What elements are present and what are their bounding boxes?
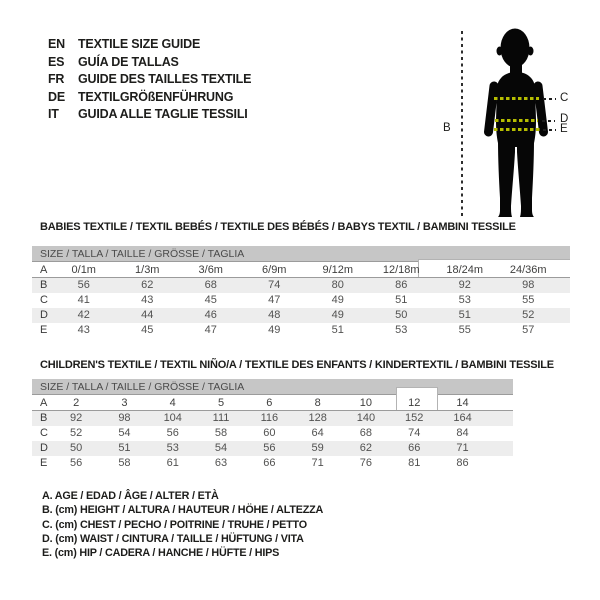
size-row-d [32,441,513,456]
size-value: 43 [141,294,154,306]
filler-cell [487,456,513,471]
row-label: B [40,279,48,291]
language-code: ES [48,54,65,69]
size-value: 24/36m [497,263,561,278]
size-value: 92 [70,412,83,424]
size-value: 56 [263,442,276,454]
size-value: 140 [356,412,376,424]
size-value: 61 [166,457,179,469]
babies-section-title: BABIES TEXTILE / TEXTIL BEBÉS / TEXTILE DES BÉBÉS / BABYS TEXTIL / BAMBINI TESSILE [40,221,516,233]
size-value: 152 [405,412,424,424]
size-value: 50 [70,442,83,454]
legend-list [42,489,323,560]
size-value: 52 [522,309,535,321]
size-value: 14 [438,396,486,411]
language-row [48,36,251,54]
chest-pointer-line [543,98,556,100]
size-value: 66 [263,457,276,469]
size-row-c [32,293,570,308]
babies-size-header: SIZE / TALLA / TAILLE / GRÖSSE / TAGLIA [32,246,570,262]
row-label: D [40,309,48,321]
row-label: B [40,412,48,424]
size-value: 116 [260,412,279,424]
language-row [48,71,251,89]
legend-item: A. AGE / EDAD / ÂGE / ALTER / ETÀ [42,490,219,502]
size-value: 42 [77,309,90,321]
chest-measure-line [494,97,539,100]
size-value: 49 [331,309,344,321]
size-value: 3 [100,396,148,411]
size-value: 57 [522,324,535,336]
size-value: 98 [118,412,131,424]
size-value: 46 [204,309,217,321]
size-value: 51 [395,294,408,306]
language-row [48,89,251,107]
children-table [32,396,513,471]
size-value: 47 [204,324,217,336]
size-value: 9/12m [306,263,370,278]
size-value: 12 [390,396,438,411]
size-value: 74 [268,279,281,291]
size-row-a [32,263,570,278]
size-value: 53 [458,294,471,306]
row-label: A [32,263,52,278]
size-value: 62 [141,279,154,291]
size-value: 51 [331,324,344,336]
size-value: 10 [342,396,390,411]
right-arm-shape [538,86,544,132]
size-value: 51 [458,309,471,321]
size-value: 71 [311,457,324,469]
size-value: 4 [149,396,197,411]
size-value: 50 [395,309,408,321]
size-value: 54 [214,442,228,454]
size-value: 54 [118,427,131,439]
hip-pointer-line [543,129,556,131]
language-row [48,106,251,124]
children-size-header: SIZE / TALLA / TAILLE / GRÖSSE / TAGLIA [32,379,513,395]
language-list [48,36,251,124]
language-label: GUÍA DE TALLAS [78,54,179,69]
legend-item: C. (cm) CHEST / PECHO / POITRINE / TRUHE / PETTO [42,518,307,531]
size-row-c [32,426,513,441]
row-label: E [40,324,48,336]
size-value: 62 [359,442,373,454]
size-value: 51 [118,442,131,454]
size-value: 12/18m [370,263,434,278]
size-value: 64 [311,427,324,439]
chest-label: C [560,92,569,104]
row-label: E [40,457,48,469]
size-value: 86 [395,279,408,291]
filler-cell [487,426,513,441]
waist-pointer-line [542,120,555,122]
size-value: 5 [197,396,245,411]
size-row-d [32,308,570,323]
size-value: 63 [214,457,228,469]
legend-item: E. (cm) HIP / CADERA / HANCHE / HÜFTE / HIPS [42,547,280,560]
size-value: 128 [308,412,327,424]
filler-cell [560,308,570,323]
size-value: 58 [118,457,131,469]
size-value: 81 [408,457,421,469]
size-value: 56 [70,457,83,469]
size-value: 68 [359,427,373,439]
legend-item: B. (cm) HEIGHT / ALTURA / HAUTEUR / HÖHE / ALTEZZA [42,504,324,517]
size-value: 48 [268,309,281,321]
row-label: D [40,442,48,454]
size-value: 53 [166,442,179,454]
size-value: 80 [331,279,344,291]
legend-item: D. (cm) WAIST / CINTURA / TAILLE / HÜFTUNG / VITA [42,532,304,545]
size-value: 53 [395,324,408,336]
size-value: 66 [408,442,421,454]
size-value: 56 [77,279,90,291]
filler-cell [487,411,513,427]
size-row-a [32,396,513,411]
size-value: 58 [214,427,228,439]
size-value: 49 [268,324,281,336]
language-label: TEXTILGRÖßENFÜHRUNG [78,89,234,104]
size-value: 104 [163,412,182,424]
size-value: 55 [458,324,471,336]
size-value: 74 [408,427,421,439]
size-value: 6 [245,396,293,411]
size-value: 45 [141,324,154,336]
language-label: GUIDE DES TAILLES TEXTILE [78,72,252,87]
size-value: 41 [77,294,90,306]
size-value: 6/9m [243,263,307,278]
language-code: FR [48,72,65,87]
size-value: 55 [522,294,535,306]
size-value: 2 [52,396,100,411]
filler-cell [560,323,570,338]
left-leg-shape [498,138,515,217]
torso-shape [496,72,536,147]
size-row-b [32,411,513,427]
size-value: 111 [212,412,230,424]
size-value: 86 [456,457,469,469]
size-value: 0/1m [52,263,116,278]
size-row-b [32,278,570,294]
size-value: 59 [311,442,324,454]
size-value: 8 [293,396,341,411]
size-value: 98 [522,279,535,291]
waist-measure-line [495,119,538,122]
size-value: 1/3m [116,263,180,278]
size-value: 68 [204,279,217,291]
size-value: 71 [456,442,469,454]
size-value: 43 [77,324,90,336]
hip-measure-line [494,128,540,131]
waist-label: D [560,113,569,125]
head-shape [501,29,530,68]
size-value: 52 [70,427,83,439]
hip-label: E [560,123,568,135]
filler-cell [487,396,513,411]
size-value: 47 [268,294,281,306]
language-code: EN [48,37,65,51]
size-value: 18/24m [433,263,497,278]
size-value: 92 [458,279,471,291]
children-section-title: CHILDREN'S TEXTILE / TEXTIL NIÑO/A / TEXTILE DES ENFANTS / KINDERTEXTIL / BAMBINI TESSILE [40,359,554,371]
right-leg-shape [517,138,534,217]
row-label: C [40,294,48,306]
row-label: A [32,396,52,411]
size-value: 3/6m [179,263,243,278]
row-label: C [40,427,48,439]
size-row-e [32,456,513,471]
size-value: 49 [331,294,344,306]
language-code: IT [48,107,59,122]
left-arm-shape [489,86,495,132]
height-label: B [443,122,451,134]
filler-cell [560,263,570,278]
height-measure-line [461,31,463,218]
babies-table [32,263,570,338]
size-value: 44 [141,309,154,321]
size-value: 84 [456,427,469,439]
size-value: 56 [166,427,179,439]
filler-cell [560,293,570,308]
filler-cell [560,278,570,294]
language-label: GUIDA ALLE TAGLIE TESSILI [78,107,248,122]
filler-cell [487,441,513,456]
language-row [48,54,251,72]
size-value: 164 [453,412,472,424]
size-value: 60 [263,427,276,439]
size-value: 76 [359,457,373,469]
language-label: TEXTILE SIZE GUIDE [78,37,201,51]
size-row-e [32,323,570,338]
size-value: 45 [204,294,217,306]
language-code: DE [48,89,65,104]
